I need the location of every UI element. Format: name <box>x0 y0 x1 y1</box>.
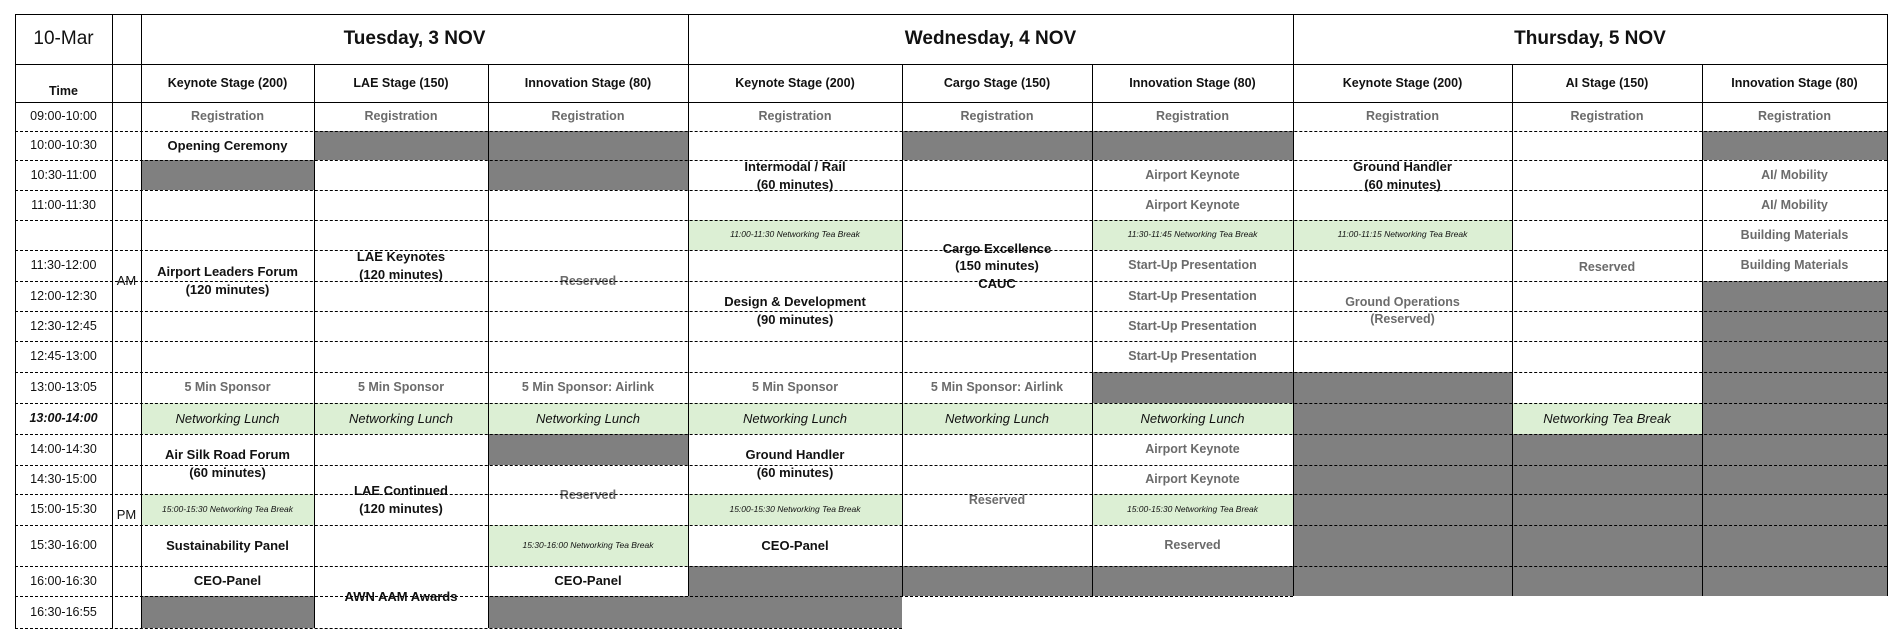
stage-header: Keynote Stage (200) <box>1342 75 1463 90</box>
session-cell[interactable]: Ground Handler (60 minutes) <box>1353 158 1452 192</box>
session-cell[interactable]: Airport Keynote <box>1145 472 1240 487</box>
blocked-slot <box>688 566 902 596</box>
grid-line <box>15 311 1887 312</box>
grid-line <box>15 220 1887 221</box>
day-header-thursday: Thursday, 5 NOV <box>1514 28 1666 50</box>
blocked-slot <box>1702 131 1887 160</box>
blocked-slot <box>902 566 1092 596</box>
session-cell[interactable]: Registration <box>191 109 264 124</box>
session-cell[interactable]: Registration <box>1570 109 1644 124</box>
grid-line <box>15 14 16 628</box>
session-cell[interactable]: Reserved <box>559 273 617 288</box>
session-cell[interactable]: Reserved <box>1578 259 1636 274</box>
session-cell[interactable]: CEO-Panel <box>193 573 262 589</box>
grid-line <box>15 341 1887 342</box>
stage-header: Keynote Stage (200) <box>735 75 855 90</box>
grid-line <box>15 64 1887 65</box>
blocked-slot <box>688 596 902 628</box>
grid-line <box>1512 64 1513 596</box>
time-slot-label: 12:30-12:45 <box>30 318 97 333</box>
grid-line <box>15 372 1887 373</box>
time-slot-label: 14:30-15:00 <box>30 472 97 487</box>
grid-line <box>688 14 689 596</box>
blocked-slot <box>1702 281 1887 596</box>
blocked-slot <box>1092 131 1293 160</box>
session-cell[interactable]: Airport Leaders Forum (120 minutes) <box>157 264 298 297</box>
stage-header: Innovation Stage (80) <box>1731 75 1858 90</box>
am-label: AM <box>116 273 137 289</box>
session-cell[interactable]: Registration <box>1156 109 1229 124</box>
session-cell[interactable]: LAE Keynotes (120 minutes) <box>356 249 446 282</box>
session-cell[interactable]: AI/ Mobility <box>1761 197 1828 212</box>
break-cell[interactable]: 15:00-15:30 Networking Tea Break <box>688 494 902 525</box>
stage-header: Innovation Stage (80) <box>524 75 652 90</box>
break-cell[interactable]: 15:00-15:30 Networking Tea Break <box>141 494 314 525</box>
session-cell[interactable]: Building Materials <box>1740 227 1849 242</box>
session-cell[interactable]: Registration <box>758 109 832 124</box>
break-cell[interactable]: 15:00-15:30 Networking Tea Break <box>1092 494 1293 525</box>
blocked-slot <box>1092 372 1293 403</box>
grid-line <box>1092 64 1093 596</box>
session-cell[interactable]: Airport Keynote <box>1145 167 1240 182</box>
session-cell[interactable]: Ground Handler (60 minutes) <box>745 447 845 480</box>
session-cell[interactable]: Registration <box>960 109 1034 124</box>
session-cell[interactable]: Design & Development (90 minutes) <box>724 294 866 327</box>
session-cell[interactable]: AI/ Mobility <box>1761 167 1828 182</box>
session-cell[interactable]: Sustainability Panel <box>166 537 289 553</box>
time-column-header: Time <box>49 84 78 99</box>
time-slot-label: 13:00-13:05 <box>30 380 97 395</box>
session-cell[interactable]: Reserved <box>1164 538 1221 553</box>
blocked-slot <box>902 131 1092 160</box>
time-slot-label <box>15 220 112 250</box>
break-cell[interactable]: 11:00-11:15 Networking Tea Break <box>1293 220 1512 250</box>
stage-header: LAE Stage (150) <box>353 75 449 90</box>
grid-line <box>15 494 1887 495</box>
session-cell[interactable]: Intermodal / Rail (60 minutes) <box>744 158 846 192</box>
grid-line <box>15 281 1887 282</box>
time-slot-label: 16:30-16:55 <box>30 604 97 619</box>
day-header-wednesday: Wednesday, 4 NOV <box>904 28 1077 50</box>
time-slot-label: 12:00-12:30 <box>30 288 97 303</box>
time-slot-label: 16:00-16:30 <box>30 573 97 588</box>
grid-line <box>1702 64 1703 596</box>
session-cell[interactable]: Registration <box>1366 109 1439 124</box>
blocked-slot <box>488 434 688 465</box>
grid-line <box>15 102 1887 103</box>
blocked-slot <box>141 596 314 628</box>
grid-line <box>15 403 1887 404</box>
session-cell[interactable]: Registration <box>551 109 625 124</box>
break-cell[interactable]: Networking Lunch <box>488 403 688 434</box>
time-slot-label: 11:30-12:00 <box>30 258 97 273</box>
grid-line <box>15 190 1887 191</box>
break-cell[interactable]: Networking Lunch <box>314 403 488 434</box>
break-cell[interactable]: Networking Lunch <box>1092 403 1293 434</box>
session-cell[interactable]: 5 Min Sponsor <box>184 380 271 395</box>
session-cell[interactable]: Air Silk Road Forum (60 minutes) <box>165 447 290 480</box>
date-label: 10-Mar <box>33 28 94 50</box>
break-cell[interactable]: 15:30-16:00 Networking Tea Break <box>488 525 688 566</box>
session-cell[interactable]: Ground Operations (Reserved) <box>1345 295 1460 326</box>
grid-line <box>15 160 1887 161</box>
grid-line <box>488 596 489 628</box>
time-slot-label: 10:00-10:30 <box>30 138 97 153</box>
stage-header: Innovation Stage (80) <box>1129 75 1256 90</box>
grid-line <box>15 131 1887 132</box>
break-cell[interactable]: Networking Lunch <box>141 403 314 434</box>
blocked-slot <box>1293 372 1512 596</box>
session-cell[interactable]: CEO-Panel <box>761 537 829 553</box>
grid-line <box>15 566 1887 567</box>
session-cell[interactable]: 5 Min Sponsor <box>357 380 445 395</box>
grid-line <box>314 64 315 596</box>
grid-line <box>15 628 902 629</box>
grid-line <box>15 434 1887 435</box>
session-cell[interactable]: Start-Up Presentation <box>1128 318 1257 333</box>
break-cell[interactable]: Networking Lunch <box>688 403 902 434</box>
session-cell[interactable]: 5 Min Sponsor <box>751 380 839 395</box>
time-slot-label: 15:00-15:30 <box>30 502 97 517</box>
blocked-slot <box>1092 566 1293 596</box>
session-cell[interactable]: Start-Up Presentation <box>1128 258 1257 273</box>
grid-line <box>141 14 142 628</box>
break-cell[interactable]: 11:00-11:30 Networking Tea Break <box>688 220 902 250</box>
session-cell[interactable]: Registration <box>364 109 438 124</box>
session-cell[interactable]: Reserved <box>968 492 1026 507</box>
break-cell[interactable]: Networking Tea Break <box>1512 403 1702 434</box>
grid-line <box>1887 14 1888 596</box>
time-slot-label: 11:00-11:30 <box>31 197 96 212</box>
session-cell[interactable]: Reserved <box>559 487 617 502</box>
blocked-slot <box>1512 434 1702 596</box>
grid-line <box>15 14 1887 15</box>
session-cell[interactable]: CEO-Panel <box>554 573 622 589</box>
session-cell[interactable]: 5 Min Sponsor: Airlink <box>930 380 1064 395</box>
grid-line <box>314 596 315 628</box>
break-cell[interactable]: 11:30-11:45 Networking Tea Break <box>1092 220 1293 250</box>
blocked-slot <box>314 131 488 160</box>
blocked-slot <box>488 596 688 628</box>
stage-header: Keynote Stage (200) <box>167 75 288 90</box>
blocked-slot <box>141 160 314 190</box>
time-slot-label: 10:30-11:00 <box>30 167 97 182</box>
session-cell[interactable]: AWN AAM Awards <box>344 589 458 605</box>
time-slot-label: 14:00-14:30 <box>30 442 97 457</box>
grid-line <box>15 525 1887 526</box>
grid-line <box>15 596 1293 597</box>
time-slot-label: 15:30-16:00 <box>30 538 97 553</box>
session-cell[interactable]: Opening Ceremony <box>167 137 288 153</box>
pm-label: PM <box>116 507 137 523</box>
session-cell[interactable]: LAE Continued (120 minutes) <box>354 483 448 516</box>
time-slot-label: 12:45-13:00 <box>30 349 97 364</box>
grid-line <box>902 64 903 596</box>
grid-line <box>15 465 1887 466</box>
grid-line <box>1293 14 1294 596</box>
stage-header: Cargo Stage (150) <box>943 75 1051 90</box>
session-cell[interactable]: Building Materials <box>1740 258 1849 273</box>
grid-line <box>112 14 113 628</box>
break-cell[interactable]: Networking Lunch <box>902 403 1092 434</box>
stage-header: AI Stage (150) <box>1565 75 1649 90</box>
session-cell[interactable]: Registration <box>1758 109 1831 124</box>
session-cell[interactable]: Airport Keynote <box>1145 442 1240 457</box>
session-cell[interactable]: Start-Up Presentation <box>1128 288 1257 303</box>
session-cell[interactable]: Cargo Excellence (150 minutes) CAUC <box>942 240 1052 291</box>
session-cell[interactable]: Airport Keynote <box>1145 197 1240 212</box>
day-header-tuesday: Tuesday, 3 NOV <box>343 28 486 50</box>
time-slot-label: 13:00-14:00 <box>29 411 98 426</box>
grid-line <box>488 64 489 596</box>
time-slot-label: 09:00-10:00 <box>30 109 97 124</box>
session-cell[interactable]: 5 Min Sponsor: Airlink <box>521 380 655 395</box>
grid-line <box>15 250 1887 251</box>
session-cell[interactable]: Start-Up Presentation <box>1128 349 1257 364</box>
